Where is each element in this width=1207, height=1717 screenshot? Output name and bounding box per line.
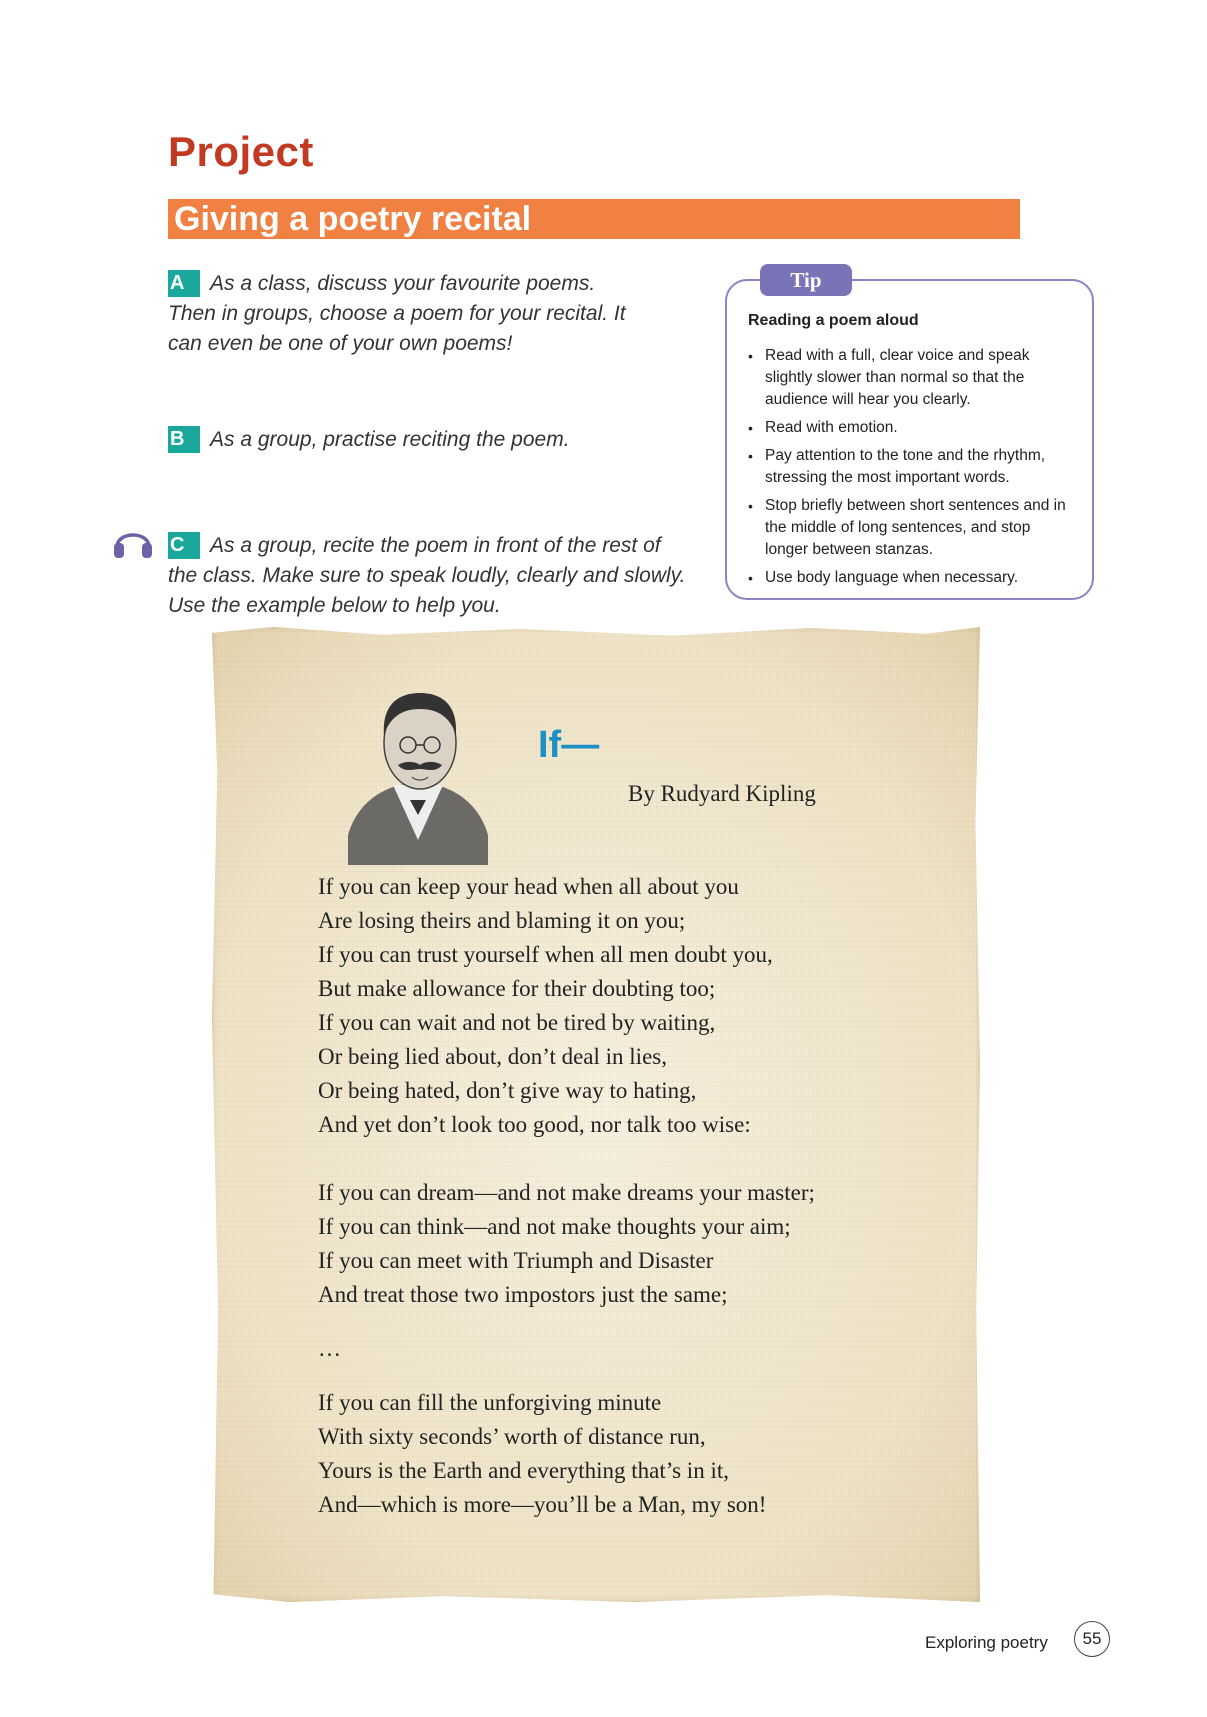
stanza-gap (318, 1142, 958, 1176)
poem-line: If you can think—and not make thoughts your aim; (318, 1214, 791, 1239)
poem-line: Or being hated, don’t give way to hating, (318, 1078, 697, 1103)
poem-ellipsis: … (318, 1336, 341, 1361)
poem-line: If you can keep your head when all about you (318, 874, 739, 899)
stanza-gap (318, 1312, 958, 1332)
tip-item: • Read with emotion. (748, 417, 1068, 439)
page-number: 55 (1074, 1621, 1110, 1657)
section-title: Project (168, 128, 314, 175)
poem-line: Or being lied about, don’t deal in lies, (318, 1044, 667, 1069)
poem-line: With sixty seconds’ worth of distance run, (318, 1424, 706, 1449)
headphones-icon[interactable] (112, 521, 154, 561)
tip-item: • Use body language when necessary. (748, 567, 1068, 589)
task-a (168, 269, 638, 359)
task-c-text: As a group, recite the poem in front of the rest of the class. Make sure to speak loudly, clearly and slowly. Use the example below to help you. (168, 534, 686, 617)
task-b (168, 425, 638, 455)
task-badge-a: A (168, 270, 200, 297)
poem-line: Yours is the Earth and everything that’s in it, (318, 1458, 729, 1483)
poem-author: By Rudyard Kipling (628, 781, 816, 806)
poem-line: And treat those two impostors just the same; (318, 1282, 728, 1307)
tip-heading: Reading a poem aloud (748, 312, 919, 329)
poem-line: If you can wait and not be tired by waiting, (318, 1010, 716, 1035)
poem-body (318, 870, 958, 1522)
kipling-portrait (338, 665, 498, 865)
poem-line: If you can meet with Triumph and Disaster (318, 1248, 714, 1273)
poem-line: If you can fill the unforgiving minute (318, 1390, 662, 1415)
task-badge-b: B (168, 426, 200, 453)
task-a-text: As a class, discuss your favourite poems. Then in groups, choose a poem for your recital. It can even be one of your own poems! (168, 272, 626, 355)
footer-chapter: Exploring poetry (925, 1633, 1048, 1652)
task-c (168, 531, 688, 621)
poem-line: If you can trust yourself when all men doubt you, (318, 942, 773, 967)
tip-list (748, 345, 1068, 595)
banner-title: Giving a poetry recital (174, 200, 532, 238)
poem-line: If you can dream—and not make dreams your master; (318, 1180, 815, 1205)
stanza-gap (318, 1366, 958, 1386)
tip-item: • Stop briefly between short sentences and in the middle of long sentences, and stop longer between stanzas. (748, 495, 1068, 561)
title-banner (168, 199, 1020, 239)
poem-line: And—which is more—you’ll be a Man, my son! (318, 1492, 767, 1517)
tip-label: Tip (760, 264, 852, 296)
task-badge-c: C (168, 532, 200, 559)
task-b-text: As a group, practise reciting the poem. (210, 428, 570, 451)
poem-line: And yet don’t look too good, nor talk too wise: (318, 1112, 751, 1137)
poem-line: But make allowance for their doubting too; (318, 976, 716, 1001)
poem-title: If— (538, 724, 600, 766)
tip-item: • Pay attention to the tone and the rhythm, stressing the most important words. (748, 445, 1068, 489)
tip-item: • Read with a full, clear voice and speak slightly slower than normal so that the audience will hear you clearly. (748, 345, 1068, 411)
poem-line: Are losing theirs and blaming it on you; (318, 908, 686, 933)
